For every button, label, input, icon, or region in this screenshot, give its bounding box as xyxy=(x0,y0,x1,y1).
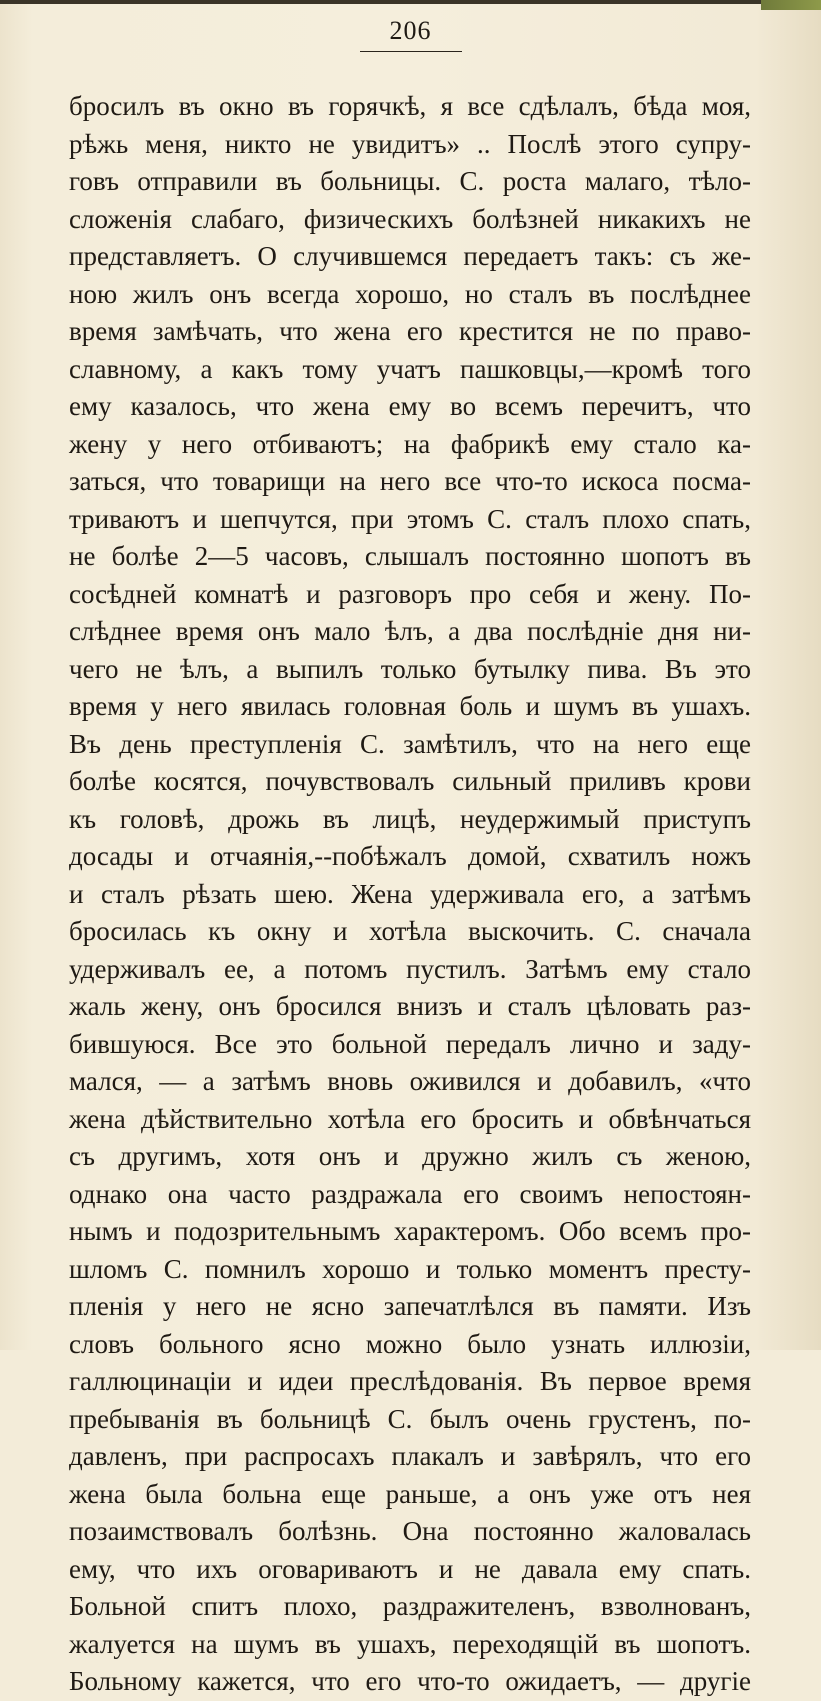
page-number: 206 xyxy=(389,16,432,45)
text-line: триваютъ и шепчутся, при этомъ С. сталъ плохо спать, xyxy=(69,503,751,534)
text-line: Въ день преступленія С. замѣтилъ, что на него еще xyxy=(69,728,751,759)
text-line: къ головѣ, дрожь въ лицѣ, неудержимый приступъ xyxy=(69,803,751,834)
text-line: Больному кажется, что его что-то ожидаетъ, — другіе xyxy=(69,1666,751,1696)
text-line: пленія у него не ясно запечатлѣлся въ памяти. Изъ xyxy=(69,1291,751,1321)
text-line: словъ больного ясно можно было узнать иллюзіи, xyxy=(69,1328,751,1359)
text-line: досады и отчаянія,--побѣжалъ домой, схватилъ ножъ xyxy=(69,841,751,871)
text-line: слѣднее время онъ мало ѣлъ, а два послѣдніе дня ни- xyxy=(69,616,751,646)
text-line: жаль жену, онъ бросился внизъ и сталъ цѣловать раз- xyxy=(69,991,751,1021)
text-line: представляетъ. О случившемся передаетъ такъ: съ же- xyxy=(69,241,751,271)
text-line: жена дѣйствительно хотѣла его бросить и обвѣнчаться xyxy=(69,1103,751,1134)
text-line: рѣжь меня, никто не увидитъ» .. Послѣ этого супру- xyxy=(69,128,751,159)
text-line: бившуюся. Все это больной передалъ лично и заду- xyxy=(69,1028,751,1059)
text-line: нымъ и подозрительнымъ характеромъ. Обо всемъ про- xyxy=(69,1216,751,1246)
page-corner-accent xyxy=(761,0,821,10)
text-line: сосѣдней комнатѣ и разговоръ про себя и жену. По- xyxy=(69,578,751,609)
text-line: галлюцинаціи и идеи преслѣдованія. Въ первое время xyxy=(69,1366,751,1396)
text-line: славному, а какъ тому учатъ пашковцы,—кромѣ того xyxy=(69,353,751,384)
text-line: ему, что ихъ оговариваютъ и не давала ему спать. xyxy=(69,1553,751,1584)
text-line: время у него явилась головная боль и шумъ въ ушахъ. xyxy=(69,691,751,721)
text-line: болѣе косятся, почувствовалъ сильный приливъ крови xyxy=(69,766,751,796)
text-line: и сталъ рѣзать шею. Жена удерживала его, а затѣмъ xyxy=(69,878,751,909)
text-line: говъ отправили въ больницы. С. роста малаго, тѣло- xyxy=(69,166,751,196)
page-top-edge xyxy=(0,0,821,4)
text-line: заться, что товарищи на него все что-то искоса посма- xyxy=(69,466,751,496)
text-line: Больной спитъ плохо, раздражителенъ, взволнованъ, xyxy=(69,1591,751,1621)
text-line: давленъ, при распросахъ плакалъ и завѣрялъ, что его xyxy=(69,1441,751,1471)
header-rule xyxy=(360,51,462,52)
body-text xyxy=(69,88,751,1701)
text-line: ною жилъ онъ всегда хорошо, но сталъ въ послѣднее xyxy=(69,278,751,309)
text-line: не болѣе 2—5 часовъ, слышалъ постоянно шопотъ въ xyxy=(69,541,751,571)
text-line: бросилъ въ окно въ горячкѣ, я все сдѣлалъ, бѣда моя, xyxy=(69,91,751,121)
text-line: жена была больна еще раньше, а онъ уже отъ нея xyxy=(69,1478,751,1509)
text-line: однако она часто раздражала его своимъ непостоян- xyxy=(69,1178,751,1209)
text-line: чего не ѣлъ, а выпилъ только бутылку пива. Въ это xyxy=(69,653,751,684)
text-line: жалуется на шумъ въ ушахъ, переходящій въ шопотъ. xyxy=(69,1628,751,1659)
text-line: время замѣчать, что жена его крестится не по право- xyxy=(69,316,751,346)
text-line: жену у него отбиваютъ; на фабрикѣ ему стало ка- xyxy=(69,428,751,459)
text-line: мался, — а затѣмъ вновь оживился и добавилъ, «что xyxy=(69,1066,751,1096)
text-line: удерживалъ ее, а потомъ пустилъ. Затѣмъ ему стало xyxy=(69,953,751,984)
text-line: позаимствовалъ болѣзнь. Она постоянно жаловалась xyxy=(69,1516,751,1546)
text-line: сложенія слабаго, физическихъ болѣзней никакихъ не xyxy=(69,203,751,234)
text-line: ему казалось, что жена ему во всемъ перечитъ, что xyxy=(69,391,751,421)
text-line: шломъ С. помнилъ хорошо и только моментъ престу- xyxy=(69,1253,751,1284)
text-line: бросилась къ окну и хотѣла выскочить. С. сначала xyxy=(69,916,751,946)
text-line: пребыванія въ больницѣ С. былъ очень грустенъ, по- xyxy=(69,1403,751,1434)
text-line: съ другимъ, хотя онъ и дружно жилъ съ женою, xyxy=(69,1141,751,1171)
